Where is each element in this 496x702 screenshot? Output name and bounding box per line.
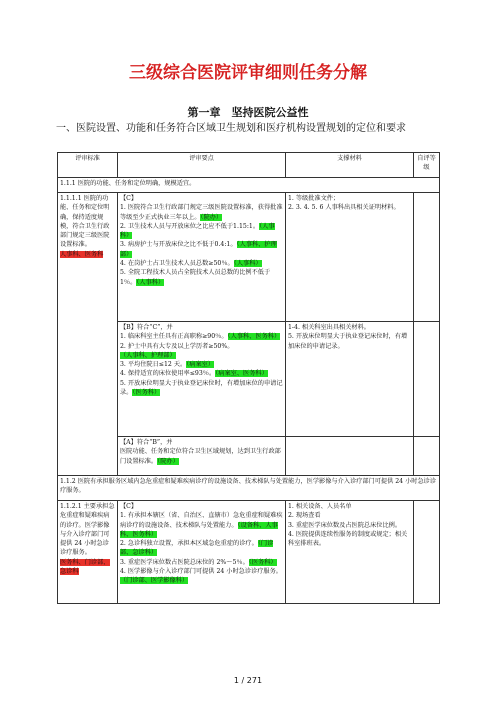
list-item: 2. 护士中具有大专及以上学历者≥50%。（人事科、护理部）	[120, 342, 234, 359]
header-points: 评审要点	[118, 153, 286, 178]
list-item: 3. 病房护士与开放床位之比不低于0.4:1。（人事科、护理部）	[120, 241, 277, 258]
department-tag: （人事科）	[136, 278, 165, 286]
department-tag: （病案室、医务科）	[215, 370, 268, 378]
level-c-heading: 【C】	[120, 195, 138, 202]
list-item: 1. 临床科室主任具有正高职称≥90％。（人事科、医务科）	[120, 333, 281, 341]
header-materials: 支撑材料	[286, 153, 414, 178]
section-heading: 一、医院设置、功能和任务符合区域卫生规划和医疗机构设置规划的定位和要求	[56, 123, 406, 134]
standard-cell	[58, 501, 118, 604]
level-c-cell	[118, 501, 286, 604]
department-tag: （病案室）	[186, 361, 215, 369]
header-row	[58, 153, 440, 178]
list-item: 4. 保持适宜的床位使用率≤93％。（病案室、医务科）	[120, 370, 268, 378]
level-a-cell	[118, 437, 286, 476]
level-c-heading: 【C】	[120, 503, 138, 510]
list-item: 2. 急诊科独立设置，承担本区域急危重症的诊疗。（门诊部、急诊科）	[120, 540, 274, 557]
list-item: 4. 在岗护士占卫生技术人员总数≥50％。（人事科）	[120, 260, 262, 268]
group-title: 1.1.1 医院的功能、任务和定位明确，规模适宜。	[58, 178, 440, 193]
department-tag: 人事科、医务科	[60, 250, 104, 258]
chapter-heading: 第一章 坚持医院公益性	[187, 106, 309, 119]
level-b-heading: 【B】符合“C”，并	[120, 324, 173, 331]
department-tag: （门诊部、急诊科）	[120, 540, 274, 557]
criteria-table	[57, 152, 440, 604]
group-title: 1.1.2 医院有承担服务区域内急危重症和疑难疾病诊疗的设施设备、技术梯队与处置能力，医学影像与介入诊疗部门可提供 24 小时急诊诊疗服务。	[58, 476, 440, 501]
standard-text: 1.1.1.1 医院的功能、任务和定位明确，保持适度规模，符合卫生行政部门规定三级医院设置标准。	[60, 195, 110, 249]
page-number: 1 / 271	[233, 676, 263, 685]
support-materials-c: 1. 等级批准文件； 2. 3. 4. 5. 6 人事科出具相关证明材料。	[286, 193, 414, 322]
self-grade-a	[414, 437, 440, 476]
document-title: 三级综合医院评审细则任务分解	[129, 63, 367, 83]
standard-cell	[58, 193, 118, 476]
department-tag: （人事科、护理部）	[120, 241, 277, 258]
level-c-cell	[118, 193, 286, 322]
list-item: 2. 卫生技术人员与开放床位之比应不低于1.15:1。（人事科）	[120, 222, 275, 240]
department-tag: （医务科）	[248, 558, 277, 566]
self-grade-c	[414, 193, 440, 322]
header-self-grade: 自评等级	[414, 153, 440, 178]
standard-text: 1.1.2.1 主要承担急危重症和疑难疾病的诊疗。医学影像与介入诊疗部门可提供 24 小时急诊诊疗服务。	[60, 503, 115, 557]
department-tag: 医务科、门诊部、急诊科	[60, 558, 110, 576]
level-a-heading: 【A】符合“B”，并	[120, 439, 173, 446]
group-row-1-1-2	[58, 476, 440, 501]
list-item: 3. 重症医学床位数占医院总床位的 2%～5％。（医务科）	[120, 558, 277, 566]
department-tag: （门诊部、医学影像科）	[120, 577, 189, 585]
support-materials-c: 1. 相关设备、人员名单 2. 现场查看 3. 重症医学床位数及占医院总床位比例。 4. 医院提供连续性服务的制度或规定；相关科室排班表。	[286, 501, 414, 604]
support-materials-a	[286, 437, 414, 476]
level-b-cell	[118, 322, 286, 437]
list-item: 1. 有承担本辖区（省、自治区、直辖市）急危重症和疑难疾病诊疗的设施设备、技术梯队与处置能力。（设备科、人事科、医务科）	[120, 512, 283, 538]
table-row	[58, 501, 440, 604]
list-item: 5. 开放床位明显大于执业登记床位时，有增加床位的申请记录。（医务科）	[120, 379, 283, 397]
level-a-text: 医院功能、任务和定位符合卫生区域规划，达到卫生行政部门设置标准。	[120, 448, 281, 465]
self-grade-c	[414, 501, 440, 604]
department-tag: （人事科、护理部）	[120, 351, 176, 359]
table-row	[58, 193, 440, 322]
support-materials-b: 1-4. 相关科室出具相关材料。 5. 开放床位明显大于执业登记床位时，有增加床位的申请记录。	[286, 322, 414, 437]
self-grade-b	[414, 322, 440, 437]
list-item: 4. 医学影像与介入诊疗部门可提供 24 小时急诊诊疗服务。（门诊部、医学影像科）	[120, 568, 282, 585]
list-item: 3. 平均住院日≤12 天。（病案室）	[120, 361, 215, 369]
list-item: 1. 医院符合卫生行政部门规定三级医院设置标准，获得批准等级至少正式执业三年以上。（院办）	[120, 204, 283, 221]
department-tag: （设备科、人事科、医务科）	[120, 521, 278, 538]
department-tag: （院办）	[157, 457, 179, 465]
department-tag: （医务科）	[132, 389, 161, 397]
group-row-1-1-1	[58, 178, 440, 193]
department-tag: （人事科）	[120, 222, 275, 240]
list-item: 5. 全院工程技术人员占全院技术人员总数的比例不低于1％。（人事科）	[120, 269, 271, 286]
department-tag: （院办）	[200, 213, 223, 221]
department-tag: （人事科、医务科）	[227, 333, 281, 341]
department-tag: （人事科）	[233, 260, 262, 268]
header-standard: 评审标准	[58, 153, 118, 178]
